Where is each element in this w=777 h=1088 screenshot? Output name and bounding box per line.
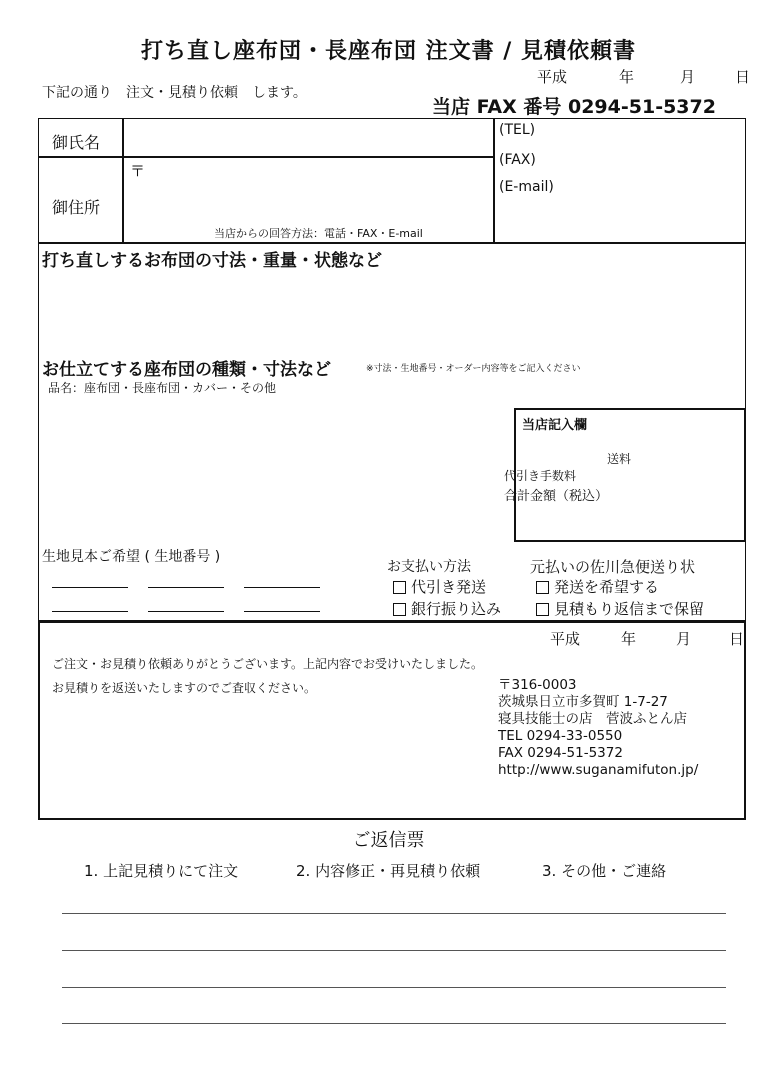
cod-fee-label: 代引き手数料: [504, 469, 577, 483]
reply-line-2[interactable]: [62, 950, 726, 951]
fabric-number-4[interactable]: [52, 611, 128, 612]
reply-method-note: 当店からの回答方法：電話・FAX・E-mail: [214, 227, 423, 240]
tel-field-label: (TEL): [499, 122, 536, 138]
fabric-number-2[interactable]: [148, 587, 224, 588]
shop-postal: 〒316-0003: [498, 677, 577, 693]
thanks-message: ご注文・お見積り依頼ありがとうございます。上記内容でお受けいたしました。: [52, 657, 484, 671]
contact-column-divider: [493, 118, 495, 242]
form-title: 打ち直し座布団・長座布団 注文書 / 見積依頼書: [140, 39, 636, 64]
reply-slip-title: ご返信票: [352, 830, 425, 851]
cushion-details-note: ※寸法・生地番号・オーダー内容等をご記入ください: [366, 364, 581, 374]
fax-field-label: (FAX): [499, 152, 536, 168]
payment-bank-checkbox[interactable]: [393, 603, 406, 616]
payment-cod-checkbox[interactable]: [393, 581, 406, 594]
prepaid-send-checkbox[interactable]: [536, 581, 549, 594]
shop-address: 茨城県日立市多賀町 1-7-27: [498, 694, 668, 710]
date-year: 年: [619, 68, 635, 86]
payment-cod-option[interactable]: 代引き発送: [393, 576, 486, 597]
prepaid-send-option[interactable]: 発送を希望する: [536, 576, 659, 597]
reply-date-day: 日: [729, 630, 745, 648]
fabric-number-5[interactable]: [148, 611, 224, 612]
check-message: お見積りを返送いたしますのでご査収ください。: [52, 681, 317, 695]
date-day: 日: [735, 68, 751, 86]
futon-details-field[interactable]: [40, 270, 744, 350]
shop-tel: TEL 0294-33-0550: [498, 728, 623, 744]
prepaid-hold-checkbox[interactable]: [536, 603, 549, 616]
item-types: 品名：座布団・長座布団・カバー・その他: [48, 381, 277, 395]
address-label: 御住所: [52, 198, 101, 217]
cushion-details-field[interactable]: [40, 398, 510, 538]
reply-option-revise[interactable]: 2. 内容修正・再見積り依頼: [296, 862, 481, 880]
fabric-number-3[interactable]: [244, 587, 320, 588]
reply-option-other[interactable]: 3. その他・ご連絡: [542, 862, 667, 880]
reply-option-order[interactable]: 1. 上記見積りにて注文: [84, 862, 239, 880]
reply-line-4[interactable]: [62, 1023, 726, 1024]
name-field[interactable]: [124, 120, 492, 155]
prepaid-hold-option[interactable]: 見積もり返信まで保留: [536, 598, 704, 619]
shop-name: 寝具技能士の店 菅波ふとん店: [498, 711, 687, 727]
shop-fax: FAX 0294-51-5372: [498, 745, 623, 761]
fabric-number-1[interactable]: [52, 587, 128, 588]
name-label: 御氏名: [52, 133, 101, 152]
date-month: 月: [680, 68, 696, 86]
reply-line-3[interactable]: [62, 987, 726, 988]
reply-date-era: 平成: [550, 630, 581, 648]
reply-line-1[interactable]: [62, 913, 726, 914]
futon-details-heading: 打ち直しするお布団の寸法・重量・状態など: [42, 251, 382, 271]
shop-fax-number: 当店 FAX 番号 0294-51-5372: [432, 96, 716, 118]
customer-area-divider: [38, 242, 746, 244]
intro-text: 下記の通り 注文・見積り依頼 します。: [42, 85, 307, 101]
prepaid-slip-label: 元払いの佐川急便送り状: [530, 558, 696, 576]
shipping-fee-label: 送料: [607, 452, 632, 466]
shop-contact-info: [498, 677, 698, 779]
email-field-label: (E-mail): [499, 179, 554, 195]
shop-url[interactable]: http://www.suganamifuton.jp/: [498, 762, 699, 778]
reply-date-month: 月: [676, 630, 692, 648]
postal-mark: 〒: [130, 162, 146, 180]
total-amount-label: 合計金額（税込）: [504, 489, 609, 504]
fabric-sample-label: 生地見本ご希望 ( 生地番号 ): [42, 549, 221, 565]
reply-date-year: 年: [621, 630, 637, 648]
payment-method-label: お支払い方法: [387, 559, 471, 575]
payment-bank-option[interactable]: 銀行振り込み: [393, 598, 501, 619]
date-era: 平成: [537, 68, 568, 86]
office-use-title: 当店記入欄: [522, 418, 588, 433]
fabric-number-6[interactable]: [244, 611, 320, 612]
cushion-details-heading: お仕立てする座布団の種類・寸法など: [42, 360, 331, 380]
